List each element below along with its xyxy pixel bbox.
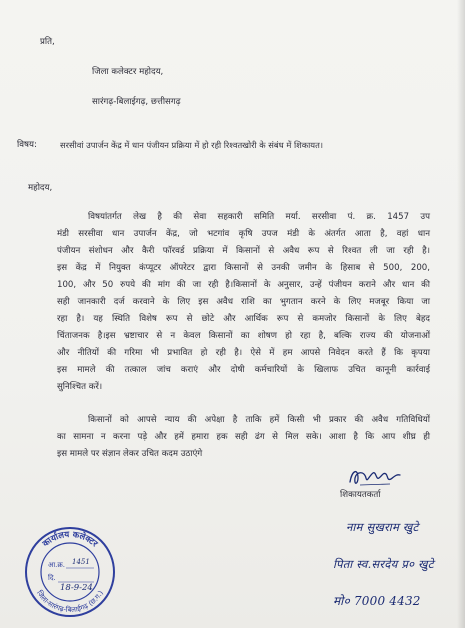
recipient-title: जिला कलेक्टर महोदय, <box>92 67 164 77</box>
handwritten-mobile: मो० 7000 4432 <box>333 594 421 608</box>
body-line: का सामना न करना पड़े और हमें हमारा हक सही ढंग से मिल सके। आशा है कि आप शीघ्र ही <box>57 432 430 442</box>
body-line: पंजीयन संशोधन और कैरी फॉरवर्ड प्रक्रिया में किसानों से अवैध रूप से रिश्वत ली जा रही है। <box>57 246 430 256</box>
body-line: इस केंद्र में नियुक्त कंप्यूटर ऑपरेटर द्वारा किसानों से उनकी जमीन के हिसाब से 500, 200, <box>57 263 430 273</box>
complainant-signature <box>346 464 404 490</box>
body-line: सही जानकारी दर्ज करवाने के लिए इस अवैध राशि का भुगतान करने के लिए मजबूर किया जा <box>57 297 430 307</box>
subject-label: विषय: <box>17 140 37 150</box>
stamp-inward-label: आ.क्र. <box>48 561 65 569</box>
salutation: महोदय, <box>28 183 53 193</box>
body-line: सुनिश्चित करें। <box>57 382 103 392</box>
body-line: रहा है। यह स्थिति विशेष रूप से छोटे और आर्थिक रूप से कमजोर किसानों के लिए बेहद <box>57 314 430 324</box>
stamp-date: 18-9-24 <box>60 583 93 593</box>
body-line: मंडी सरसीवा धान उपार्जन केंद्र, जो भटगांव कृषि उपज मंडी के अंतर्गत आता है, वहां धान <box>57 229 430 239</box>
subject-text: सरसीवां उपार्जन केंद्र में धान पंजीयन प्रक्रिया में हो रही रिश्वतखोरी के संबंध में शिकायत। <box>60 140 323 150</box>
body-line: चिंताजनक है।इस भ्रष्टाचार से न केवल किसानों का शोषण हो रहा है, बल्कि राज्य की योजनाओं <box>57 331 430 341</box>
recipient-address: सारंगढ़-बिलाईगढ़, छत्तीसगढ़ <box>92 97 181 107</box>
body-line: और नीतियों की गरिमा भी प्रभावित हो रही है। ऐसे में हम आपसे निवेदन करते हैं कि कृपया <box>57 348 430 358</box>
addressee-prefix: प्रति, <box>40 37 55 47</box>
page-edge-shadow <box>457 0 465 628</box>
stamp-office-text: कार्यालय कलेक्टर <box>41 529 100 550</box>
body-line: इस मामले पर संज्ञान लेकर उचित कदम उठाएंगे <box>57 449 203 459</box>
body-line: 100, और 50 रुपये की मांग की जा रही है।किसानों के अनुसार, उन्हें पंजीयन कराने और धान की <box>57 280 430 290</box>
body-line: विषयांतर्गत लेख है की सेवा सहकारी समिति मर्या. सरसीवा पं. क्र. 1457 उप <box>88 212 430 222</box>
handwritten-father-name: पिता स्व.सरदेय प्र० खुटे <box>333 557 434 571</box>
stamp-district-text: जिला-सारंगढ़-बिलाईगढ़ (छ.ग.) <box>34 589 105 615</box>
stamp-inward-number: 1451 <box>72 558 90 566</box>
body-line: किसानों को आपसे न्याय की अपेक्षा है ताकि हमें किसी भी प्रकार की अवैध गतिविधियों <box>88 415 430 425</box>
stamp-date-label: दि. <box>48 574 56 582</box>
body-line: इस मामले की तत्काल जांच कराएं और दोषी कर्मचारियों के खिलाफ उचित कानूनी कार्रवाई <box>57 365 430 375</box>
handwritten-name: नाम सुखराम खुटे <box>346 520 419 534</box>
complainant-label: शिकायतकर्ता <box>340 490 381 500</box>
collector-office-stamp <box>22 522 118 618</box>
